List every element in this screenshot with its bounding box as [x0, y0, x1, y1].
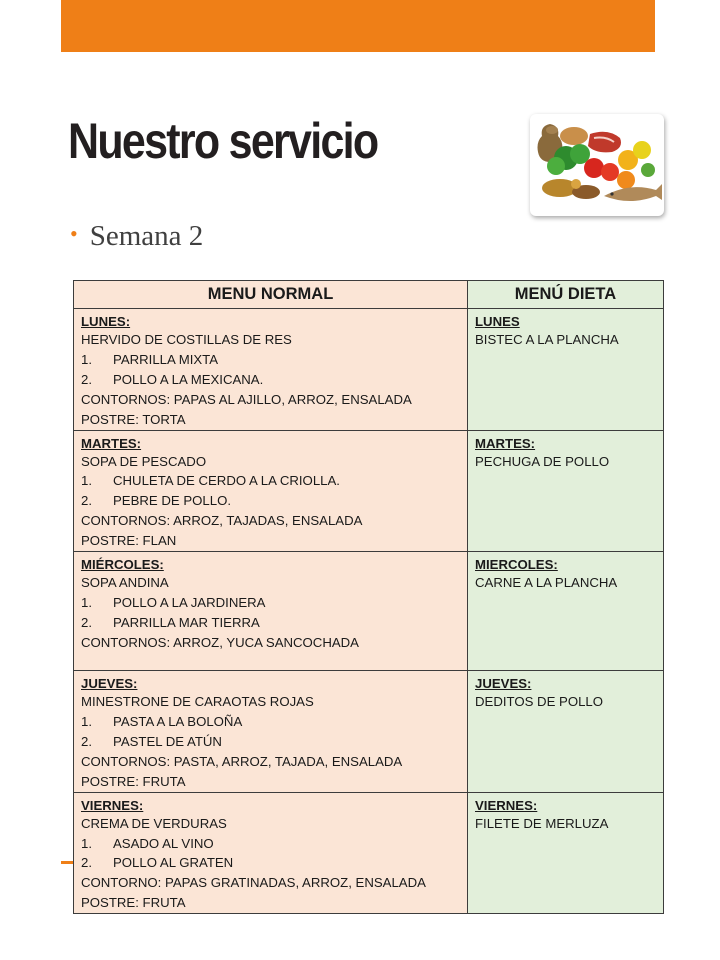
contornos: CONTORNOS: PASTA, ARROZ, TAJADA, ENSALADA: [81, 753, 403, 769]
item-number: 1.: [81, 835, 92, 851]
day-label: MIÉRCOLES:: [81, 557, 164, 573]
contornos: CONTORNOS: ARROZ, YUCA SANCOCHADA: [81, 634, 359, 650]
postre: POSTRE: FRUTA: [81, 773, 186, 789]
day-label: MIERCOLES:: [475, 557, 558, 573]
day-label: JUEVES:: [81, 676, 138, 692]
item-number: 2.: [81, 614, 92, 630]
normal-cell: [74, 430, 468, 552]
main-dish-1: 1. ASADO AL VINO: [81, 834, 461, 854]
soup: MINESTRONE DE CARAOTAS ROJAS: [81, 694, 314, 710]
table-row: [74, 309, 664, 431]
soup: SOPA ANDINA: [81, 575, 169, 591]
diet-dish: CARNE A LA PLANCHA: [475, 575, 618, 591]
header-menu-normal: MENU NORMAL: [74, 281, 468, 309]
soup: HERVIDO DE COSTILLAS DE RES: [81, 332, 292, 347]
item-number: 2.: [81, 733, 92, 749]
soup: CREMA DE VERDURAS: [81, 815, 227, 831]
normal-cell: [74, 552, 468, 671]
diet-dish: FILETE DE MERLUZA: [475, 815, 609, 831]
item-number: 1.: [81, 473, 92, 489]
main-dish-1: 1. PARRILLA MIXTA: [81, 350, 461, 370]
bullet-text: Semana 2: [89, 220, 204, 252]
contornos: CONTORNOS: ARROZ, TAJADAS, ENSALADA: [81, 513, 363, 529]
main-dish-1: 1. POLLO A LA JARDINERA: [81, 593, 461, 613]
normal-cell: [74, 792, 468, 914]
dieta-cell: [468, 671, 664, 793]
main-dish-1: 1. CHULETA DE CERDO A LA CRIOLLA.: [81, 471, 461, 491]
item-number: 1.: [81, 351, 92, 367]
postre: POSTRE: TORTA: [81, 411, 186, 427]
diet-dish: DEDITOS DE POLLO: [475, 694, 604, 710]
main-dish-1: 1. PASTA A LA BOLOÑA: [81, 712, 461, 732]
normal-cell: [74, 671, 468, 793]
day-label: MARTES:: [475, 435, 536, 451]
main-dish-2: 2. POLLO AL GRATEN: [81, 853, 461, 873]
day-label: LUNES:: [81, 314, 131, 329]
top-accent-bar: [61, 0, 655, 52]
table-row: [74, 792, 664, 914]
table-header-row: [74, 281, 664, 309]
main-dish-2: 2. PEBRE DE POLLO.: [81, 491, 461, 511]
diet-dish: BISTEC A LA PLANCHA: [475, 332, 619, 347]
day-label: JUEVES:: [475, 676, 532, 692]
dieta-cell: [468, 430, 664, 552]
contornos: CONTORNOS: PAPAS AL AJILLO, ARROZ, ENSALADA: [81, 391, 412, 407]
table-row: [74, 671, 664, 793]
item-number: 2.: [81, 855, 92, 871]
item-number: 2.: [81, 371, 92, 387]
table-row: [74, 430, 664, 552]
contornos: CONTORNO: PAPAS GRATINADAS, ARROZ, ENSALADA: [81, 875, 426, 891]
soup: SOPA DE PESCADO: [81, 453, 207, 469]
item-number: 1.: [81, 713, 92, 729]
food-groceries-icon: [530, 114, 664, 216]
item-number: 2.: [81, 493, 92, 509]
food-image: [530, 114, 664, 216]
menu-table: [73, 280, 664, 914]
dieta-cell: [468, 309, 664, 431]
day-label: MARTES:: [81, 435, 142, 451]
item-number: 1.: [81, 594, 92, 610]
diet-dish: PECHUGA DE POLLO: [475, 453, 610, 469]
dieta-cell: [468, 792, 664, 914]
day-label: VIERNES:: [475, 797, 538, 813]
dieta-cell: [468, 552, 664, 671]
bullet-item: [70, 220, 203, 253]
page-title: Nuestro servicio: [68, 113, 378, 169]
main-dish-2: 2. PARRILLA MAR TIERRA: [81, 613, 461, 633]
day-label: LUNES: [475, 314, 520, 329]
bullet-icon: •: [70, 221, 78, 246]
postre: POSTRE: FLAN: [81, 533, 177, 549]
day-label: VIERNES:: [81, 797, 144, 813]
normal-cell: [74, 309, 468, 431]
main-dish-2: 2. POLLO A LA MEXICANA.: [81, 370, 461, 390]
table-row: [74, 552, 664, 671]
postre: POSTRE: FRUTA: [81, 895, 186, 911]
header-menu-dieta: MENÚ DIETA: [468, 281, 664, 309]
main-dish-2: 2. PASTEL DE ATÚN: [81, 732, 461, 752]
